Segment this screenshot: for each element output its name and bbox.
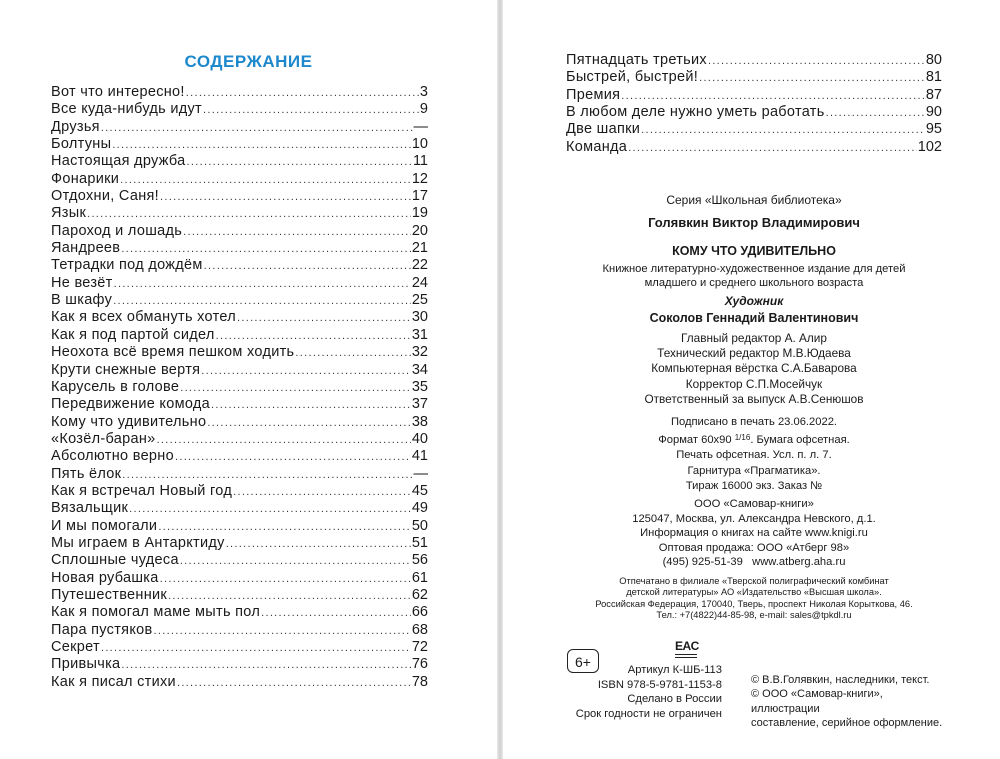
toc-entry-page: 50	[411, 517, 428, 534]
toc-entry-title: Новая рубашка	[51, 569, 159, 586]
toc-entry-title: В любом деле нужно уметь работать	[566, 104, 825, 121]
artist-name: Соколов Геннадий Валентинович	[649, 311, 859, 325]
toc-entry-page: —	[413, 118, 428, 135]
toc-leader-dots	[120, 172, 411, 189]
publisher-details: ООО «Самовар-книги» 125047, Москва, ул. Александра Невского, д.1. Информация о книгах на сайте www.knigi.ru Оптовая продажа: ООО «Атберг 98» (495) 925-51-39 www.atberg.aha.ru	[632, 498, 876, 568]
toc-entry	[51, 188, 428, 205]
toc-entry-page: 49	[411, 500, 428, 517]
staff-line: Корректор С.П.Мосейчук	[685, 376, 823, 391]
toc-entry-page: 62	[411, 586, 428, 603]
toc-entry-page: 20	[411, 222, 428, 239]
toc-entry	[51, 674, 428, 691]
toc-entry	[51, 500, 428, 517]
toc-entry	[51, 153, 428, 170]
toc-entry-title: Путешественник	[51, 586, 168, 603]
toc-entry	[51, 518, 428, 535]
toc-entry-page: 40	[411, 430, 428, 447]
toc-entry	[51, 379, 428, 396]
toc-leader-dots	[158, 519, 411, 536]
toc-entry-page: 56	[411, 552, 428, 569]
staff-list	[566, 331, 942, 407]
toc-entry-page: 61	[411, 569, 428, 586]
toc-entry-page: 12	[411, 170, 428, 187]
toc-entry-title: Вот что интересно!	[51, 84, 185, 100]
toc-entry	[51, 414, 428, 431]
toc-leader-dots	[180, 553, 411, 570]
toc-entry-page: 31	[411, 326, 428, 343]
toc-entry-title: Пять ёлок	[51, 465, 122, 482]
toc-entry	[51, 275, 428, 292]
toc-leader-dots	[160, 189, 411, 206]
toc-entry-page: 32	[411, 344, 428, 361]
toc-entry-page: 76	[411, 656, 428, 673]
toc-entry-page: 37	[411, 396, 428, 413]
staff-line: Технический редактор М.В.Юдаева	[657, 346, 851, 361]
toc-leader-dots	[226, 536, 411, 553]
toc-leader-dots	[101, 120, 413, 137]
toc-entry-title: Мы играем в Антарктиду	[51, 534, 225, 551]
artist-heading: Художник	[724, 294, 784, 308]
product-info: Артикул К-ШБ-113 ISBN 978-5-9781-1153-8 Сделано в России Срок годности не ограничен	[575, 664, 722, 720]
toc-entry	[51, 344, 428, 361]
toc-entry	[51, 309, 428, 326]
toc-leader-dots	[186, 85, 419, 102]
toc-leader-dots	[177, 675, 411, 692]
toc-leader-dots	[204, 258, 411, 275]
toc-entry	[566, 52, 942, 69]
toc-entry-page: 11	[412, 153, 428, 170]
print-details: Подписано в печать 23.06.2022. Формат 60х90 $^{1/16}$. Бумага офсетная. Печать офсетная. Усл. п. л. 7. Гарнитура «Прагматика». Тираж 16000 экз. Заказ №	[658, 416, 850, 492]
toc-entry-title: Привычка	[51, 656, 121, 673]
toc-leader-dots	[87, 206, 411, 223]
toc-entry	[51, 84, 428, 101]
toc-entry-page: 21	[411, 240, 428, 257]
toc-entry-title: Не везёт	[51, 274, 113, 291]
toc-entry	[51, 362, 428, 379]
toc-leader-dots	[237, 310, 411, 327]
toc-entry-page: 78	[411, 673, 428, 690]
toc-leader-dots	[157, 432, 411, 449]
toc-entry-page: 22	[411, 257, 428, 274]
toc-entry-title: Отдохни, Саня!	[51, 188, 160, 205]
staff-line: Главный редактор А. Алир	[681, 331, 827, 345]
toc-entry-page: 3	[419, 84, 428, 100]
toc-entry-title: Как я всех обмануть хотел	[51, 309, 236, 326]
toc-entry-page: 45	[411, 482, 428, 499]
toc-entry	[51, 604, 428, 621]
toc-entry-page: 25	[411, 292, 428, 309]
toc-title: СОДЕРЖАНИЕ	[184, 52, 313, 71]
eac-mark-icon: EAC	[675, 640, 699, 658]
toc-entry-title: Как я встречал Новый год	[51, 482, 233, 499]
toc-entry	[566, 69, 942, 86]
toc-entry	[51, 639, 428, 656]
toc-leader-dots	[122, 467, 412, 484]
toc-entry-page: —	[413, 465, 428, 482]
toc-entry-title: Пара пустяков	[51, 621, 153, 638]
toc-leader-dots	[699, 70, 925, 87]
toc-entry-title: Крути снежные вертя	[51, 361, 201, 378]
toc-entry-title: Друзья	[51, 118, 100, 135]
book-title: КОМУ ЧТО УДИВИТЕЛЬНО	[672, 244, 836, 258]
toc-entry-title: Яандреев	[51, 240, 121, 257]
toc-leader-dots	[203, 102, 419, 119]
toc-leader-dots	[708, 53, 925, 70]
toc-entry-title: Две шапки	[566, 121, 641, 138]
toc-entry-title: Быстрей, быстрей!	[566, 69, 699, 86]
edition-description: Книжное литературно-художественное издание для детей младшего и среднего школьного возраста	[602, 263, 906, 289]
staff-line: Компьютерная вёрстка С.А.Баварова	[651, 361, 857, 376]
toc-entry	[51, 223, 428, 240]
toc-leader-dots	[641, 122, 925, 139]
toc-entry-title: И мы помогали	[51, 517, 158, 534]
toc-entry-page: 38	[411, 413, 428, 430]
toc-entry	[566, 87, 942, 104]
toc-entry-title: Кому что удивительно	[51, 413, 207, 430]
toc-entry	[566, 139, 942, 156]
toc-entry-title: Пароход и лошадь	[51, 222, 183, 239]
toc-entry-title: Команда	[566, 138, 628, 155]
toc-entry-title: Тетрадки под дождём	[51, 257, 203, 274]
toc-entry-title: Секрет	[51, 639, 100, 655]
toc-leader-dots	[112, 137, 411, 154]
toc-leader-dots	[183, 224, 411, 241]
toc-entry-page: 51	[411, 534, 428, 551]
toc-entry	[51, 136, 428, 153]
toc-entry-page: 87	[925, 86, 942, 103]
toc-entry-title: Язык	[51, 205, 87, 222]
toc-entry-title: Как я под партой сидел	[51, 326, 215, 343]
series-line: Серия «Школьная библиотека»	[666, 193, 842, 207]
toc-leader-dots	[160, 571, 411, 588]
toc-leader-dots	[113, 293, 411, 310]
toc-entry-page: 68	[411, 621, 428, 638]
toc-entry	[51, 622, 428, 639]
toc-leader-dots	[261, 605, 411, 622]
toc-entry	[51, 466, 428, 483]
toc-entry-page: 81	[925, 69, 942, 86]
toc-leader-dots	[187, 154, 412, 171]
toc-entry	[51, 656, 428, 673]
toc-leader-dots	[175, 449, 411, 466]
toc-entry-page: 34	[411, 361, 428, 378]
toc-leader-dots	[621, 88, 925, 105]
copyright-info: © В.В.Голявкин, наследники, текст. © ООО «Самовар-книги», иллюстрации составление, серийное оформление.	[751, 674, 943, 729]
toc-leader-dots	[211, 397, 411, 414]
toc-entry-page: 19	[411, 205, 428, 222]
toc-entry-title: Как я писал стихи	[51, 673, 176, 690]
toc-list-right	[566, 52, 942, 156]
toc-leader-dots	[233, 484, 411, 501]
toc-entry	[51, 570, 428, 587]
toc-entry-title: Передвижение комода	[51, 396, 211, 413]
toc-entry	[51, 535, 428, 552]
toc-entry-title: Карусель в голове	[51, 378, 180, 395]
toc-leader-dots	[628, 140, 917, 157]
toc-entry-page: 30	[411, 309, 428, 326]
toc-leader-dots	[180, 380, 411, 397]
toc-leader-dots	[216, 328, 411, 345]
age-rating-badge: 6+	[567, 649, 599, 673]
toc-entry-title: Настоящая дружба	[51, 153, 186, 170]
toc-entry-title: Неохота всё время пешком ходить	[51, 344, 295, 361]
toc-entry-title: Пятнадцать третьих	[566, 52, 707, 68]
toc-entry-title: «Козёл-баран»	[51, 430, 156, 447]
toc-entry-title: Абсолютно верно	[51, 448, 174, 465]
toc-entry	[51, 448, 428, 465]
toc-entry-page: 72	[411, 639, 428, 655]
toc-entry	[51, 292, 428, 309]
toc-entry	[51, 257, 428, 274]
toc-entry	[51, 240, 428, 257]
toc-entry	[51, 119, 428, 136]
toc-entry-title: Все куда-нибудь идут	[51, 101, 202, 118]
toc-entry-page: 24	[411, 274, 428, 291]
toc-entry-page: 9	[419, 101, 428, 118]
toc-leader-dots	[114, 276, 411, 293]
toc-entry	[51, 205, 428, 222]
toc-entry-page: 90	[925, 104, 942, 121]
toc-entry-page: 35	[411, 378, 428, 395]
toc-leader-dots	[121, 241, 411, 258]
toc-entry	[51, 483, 428, 500]
toc-entry-page: 10	[411, 136, 428, 153]
toc-leader-dots	[129, 501, 411, 518]
toc-entry-title: Фонарики	[51, 170, 120, 187]
toc-entry-title: В шкафу	[51, 292, 113, 309]
toc-entry-title: Сплошные чудеса	[51, 552, 179, 569]
toc-entry-page: 41	[411, 448, 428, 465]
toc-entry-title: Премия	[566, 86, 621, 103]
toc-leader-dots	[101, 640, 411, 657]
toc-entry	[51, 587, 428, 604]
toc-entry	[566, 104, 942, 121]
toc-leader-dots	[168, 588, 411, 605]
toc-leader-dots	[201, 363, 411, 380]
toc-entry-title: Болтуны	[51, 136, 112, 153]
toc-entry-page: 95	[925, 121, 942, 138]
toc-leader-dots	[121, 657, 410, 674]
toc-entry	[51, 552, 428, 569]
toc-entry	[566, 121, 942, 138]
toc-entry	[51, 171, 428, 188]
toc-entry-page: 17	[411, 188, 428, 205]
author-name: Голявкин Виктор Владимирович	[648, 215, 860, 230]
toc-entry-title: Как я помогал маме мыть пол	[51, 604, 261, 621]
toc-entry	[51, 101, 428, 118]
staff-line: Ответственный за выпуск А.В.Сенюшов	[644, 391, 864, 406]
printer-details: Отпечатано в филиале «Тверской полиграфический комбинат детской литературы» АО «Издательство «Высшая школа». Российская Федерация, 170040, Тверь, проспект Николая Корыткова, 46. Тел.: +7(4822)44-85-98, e-mail: sales@tpkdl.ru	[595, 576, 913, 620]
toc-entry	[51, 327, 428, 344]
toc-leader-dots	[295, 345, 410, 362]
toc-entry	[51, 396, 428, 413]
toc-leader-dots	[826, 105, 925, 122]
toc-entry-page: 80	[925, 52, 942, 68]
toc-entry-page: 66	[411, 604, 428, 621]
toc-list-left	[51, 84, 428, 691]
toc-entry-page: 102	[917, 138, 942, 155]
toc-entry	[51, 431, 428, 448]
toc-leader-dots	[154, 623, 411, 640]
toc-leader-dots	[207, 415, 411, 432]
toc-entry-title: Вязальщик	[51, 500, 129, 517]
